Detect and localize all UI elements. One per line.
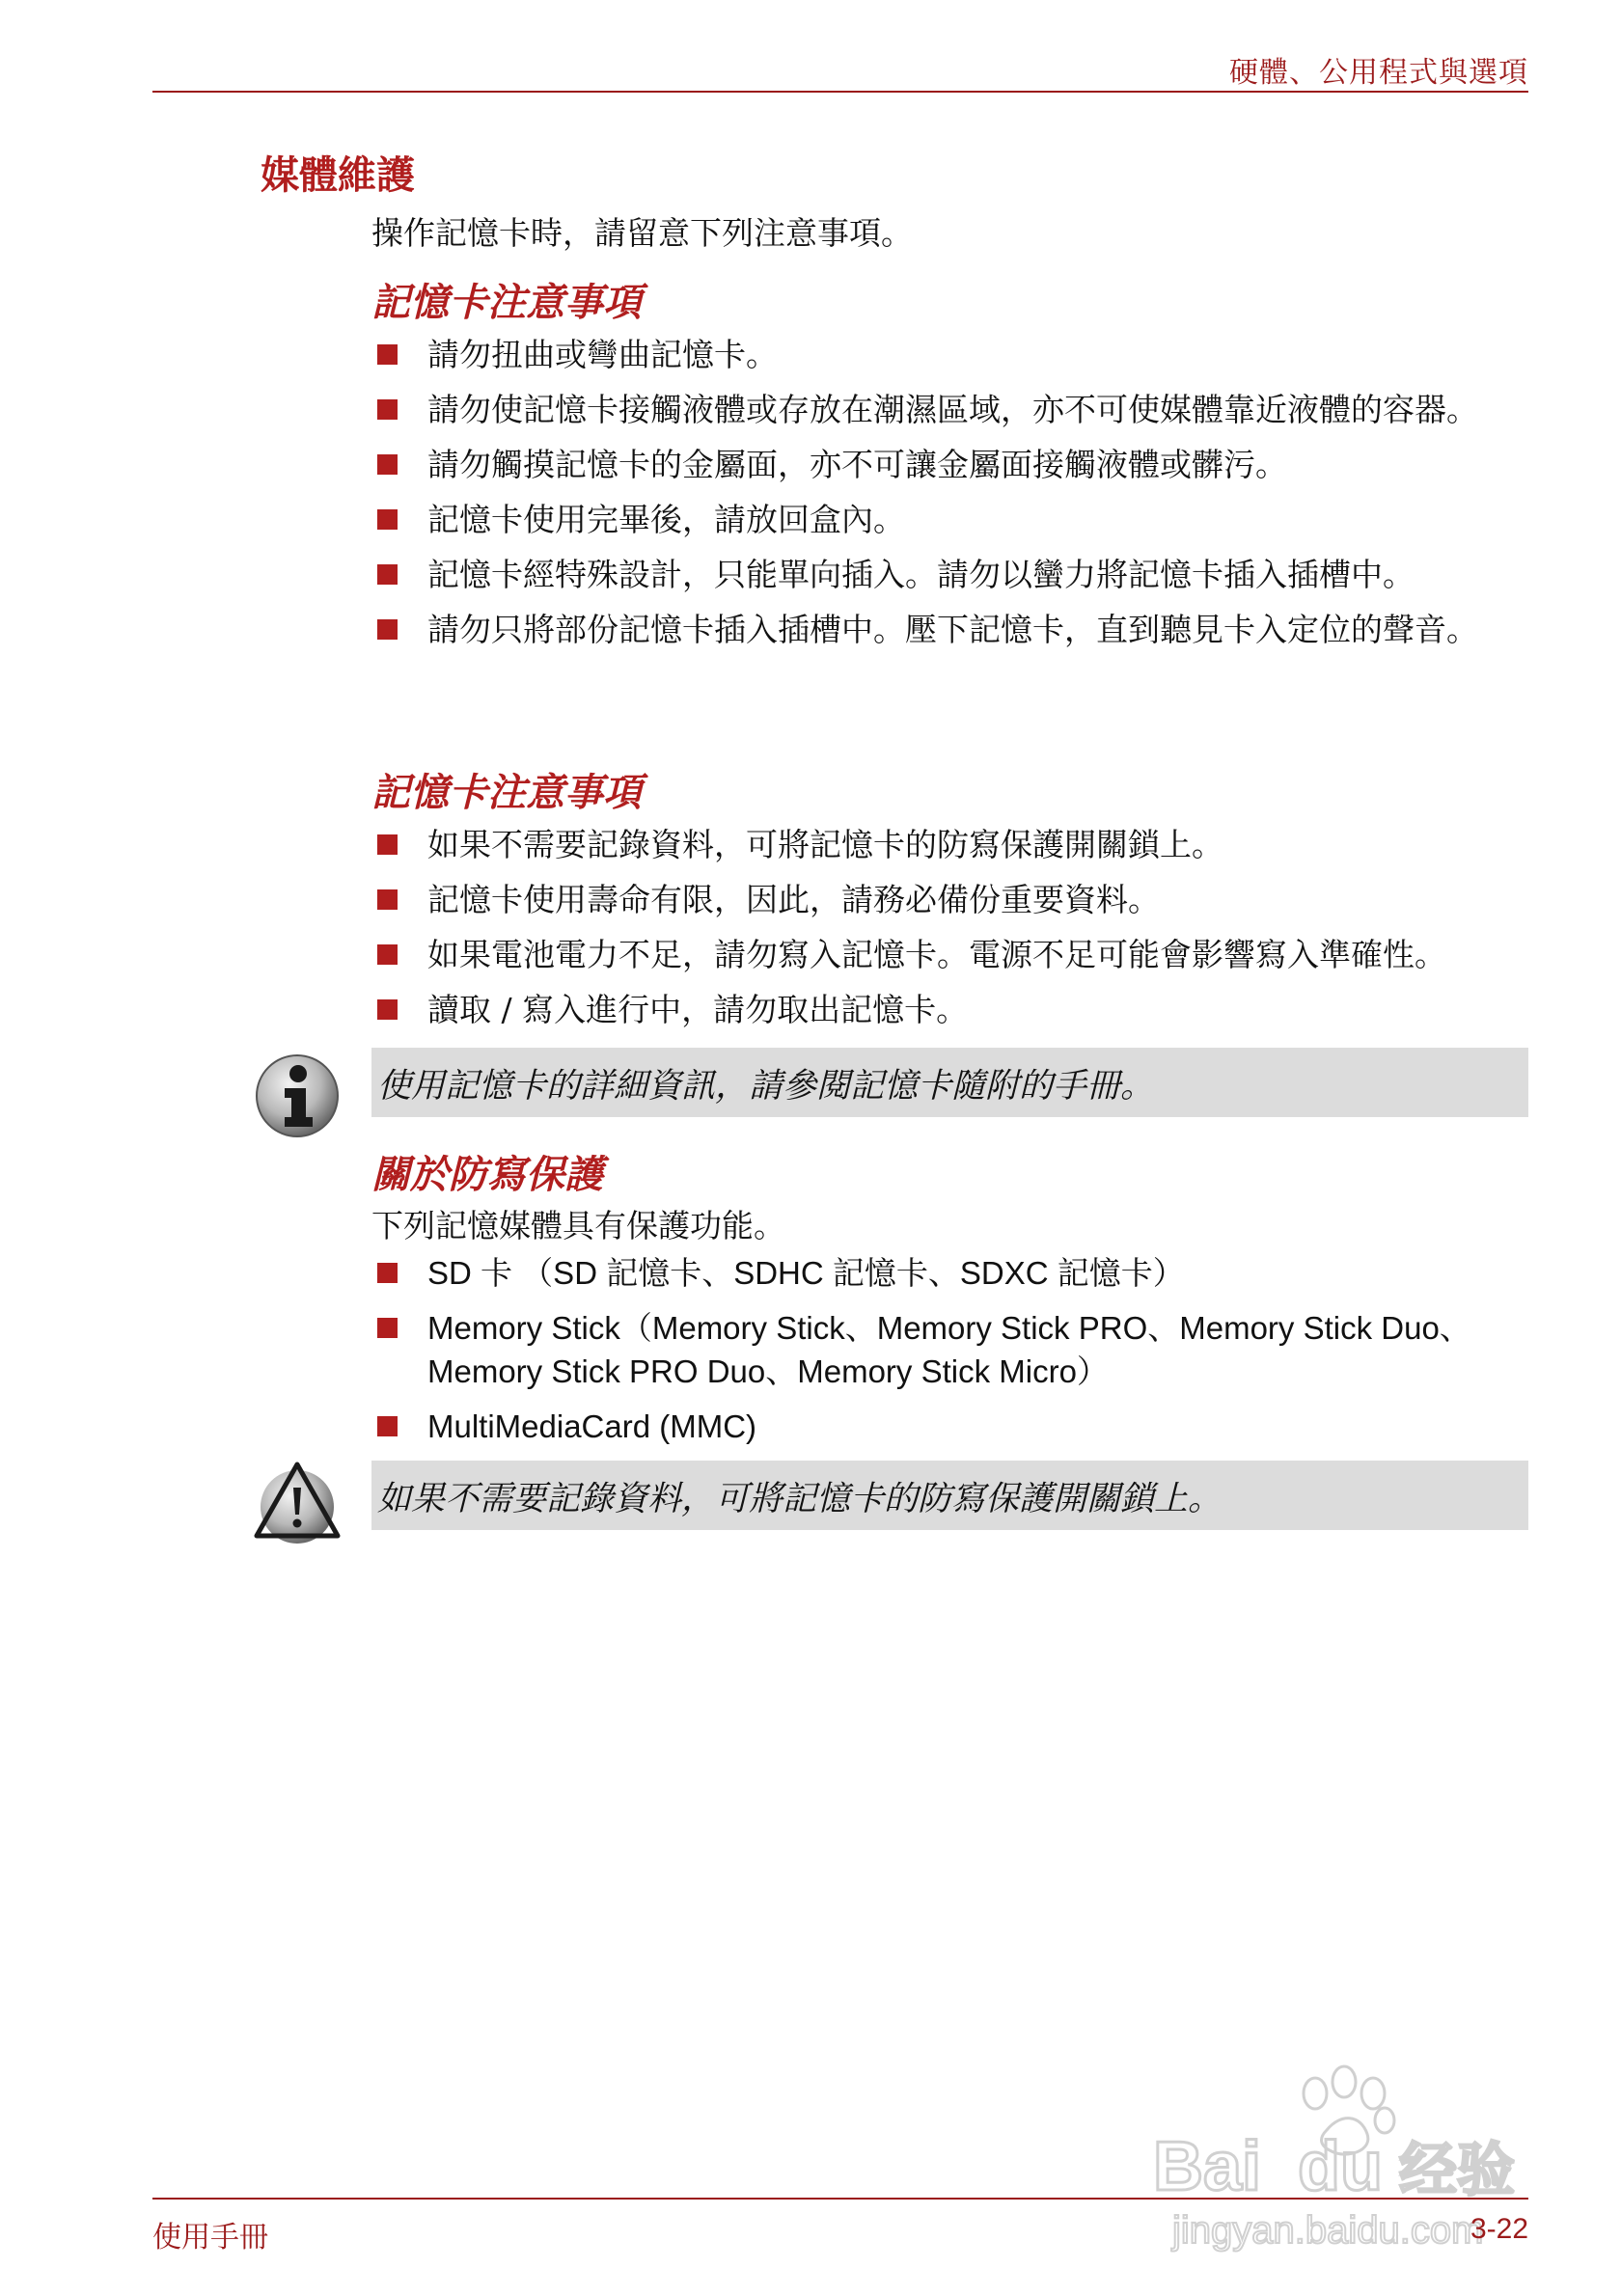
header-title: 硬體、公用程式與選項: [1229, 56, 1528, 90]
bullet-square-icon: [377, 399, 398, 420]
bullet-square-icon: [377, 619, 398, 640]
list-item: Memory Stick（Memory Stick、Memory Stick PRO、Memory Stick Duo、Memory Stick PRO Duo、Memory Stick Micro）: [371, 1306, 1528, 1393]
footer-divider: [152, 2198, 1528, 2200]
list-item: SD 卡 （SD 記憶卡、SDHC 記憶卡、SDXC 記憶卡）: [371, 1251, 1528, 1295]
svg-text:du: du: [1298, 2128, 1383, 2205]
list-item: 記憶卡使用完畢後，請放回盒內。: [371, 498, 1528, 541]
page-number: 3-22: [1470, 2213, 1528, 2245]
svg-text:经验: 经验: [1399, 2137, 1515, 2204]
list-item: 讀取 / 寫入進行中，請勿取出記憶卡。: [371, 988, 1528, 1031]
list-item: 記憶卡使用壽命有限，因此，請務必備份重要資料。: [371, 878, 1528, 921]
svg-text:jingyan.baidu.com: jingyan.baidu.com: [1172, 2209, 1484, 2252]
info-note-text: 使用記憶卡的詳細資訊，請參閱記憶卡隨附的手冊。: [377, 1067, 1155, 1106]
info-note: [371, 1048, 1528, 1117]
bullet-square-icon: [377, 999, 398, 1020]
info-icon: [253, 1052, 342, 1140]
list-item: 請勿扭曲或彎曲記憶卡。: [371, 333, 1528, 376]
bullet-square-icon: [377, 509, 398, 530]
subsection-3-list: [371, 1251, 1528, 1448]
bullet-square-icon: [377, 834, 398, 855]
list-item: 請勿只將部份記憶卡插入插槽中。壓下記憶卡，直到聽見卡入定位的聲音。: [371, 608, 1528, 651]
list-item: 如果不需要記錄資料，可將記憶卡的防寫保護開關鎖上。: [371, 823, 1528, 866]
list-item: 如果電池電力不足，請勿寫入記憶卡。電源不足可能會影響寫入準確性。: [371, 933, 1528, 976]
bullet-square-icon: [377, 344, 398, 365]
section-intro: 操作記憶卡時，請留意下列注意事項。: [371, 214, 913, 252]
subsection-1: [371, 272, 1528, 663]
subsection-2-list: [371, 823, 1528, 1031]
bullet-square-icon: [377, 889, 398, 910]
list-item: 請勿使記憶卡接觸液體或存放在潮濕區域，亦不可使媒體靠近液體的容器。: [371, 388, 1528, 431]
bullet-square-icon: [377, 1263, 398, 1283]
subsection-3-title: 關於防寫保護: [371, 1153, 603, 1197]
bullet-square-icon: [377, 1416, 398, 1436]
bullet-square-icon: [377, 454, 398, 475]
svg-text:Bai: Bai: [1153, 2128, 1262, 2205]
bullet-square-icon: [377, 944, 398, 965]
footer-manual-label: 使用手冊: [152, 2221, 268, 2255]
subsection-3: [371, 1144, 1528, 1460]
warning-icon: [253, 1459, 342, 1547]
list-item: 記憶卡經特殊設計，只能單向插入。請勿以蠻力將記憶卡插入插槽中。: [371, 553, 1528, 596]
subsection-3-intro: 下列記憶媒體具有保護功能。: [371, 1207, 785, 1244]
subsection-2-title: 記憶卡注意事項: [371, 771, 642, 815]
warning-note: [371, 1461, 1528, 1530]
list-item: 請勿觸摸記憶卡的金屬面，亦不可讓金屬面接觸液體或髒污。: [371, 443, 1528, 486]
subsection-2: [371, 762, 1528, 1043]
section-title: 媒體維護: [261, 153, 415, 198]
warning-note-text: 如果不需要記錄資料，可將記憶卡的防寫保護開關鎖上。: [377, 1480, 1223, 1518]
header-divider: [152, 91, 1528, 93]
section-intro-block: [371, 210, 1528, 257]
bullet-square-icon: [377, 564, 398, 585]
bullet-square-icon: [377, 1318, 398, 1338]
subsection-1-title: 記憶卡注意事項: [371, 281, 642, 325]
list-item: MultiMediaCard (MMC): [371, 1405, 1528, 1448]
subsection-1-list: [371, 333, 1528, 651]
